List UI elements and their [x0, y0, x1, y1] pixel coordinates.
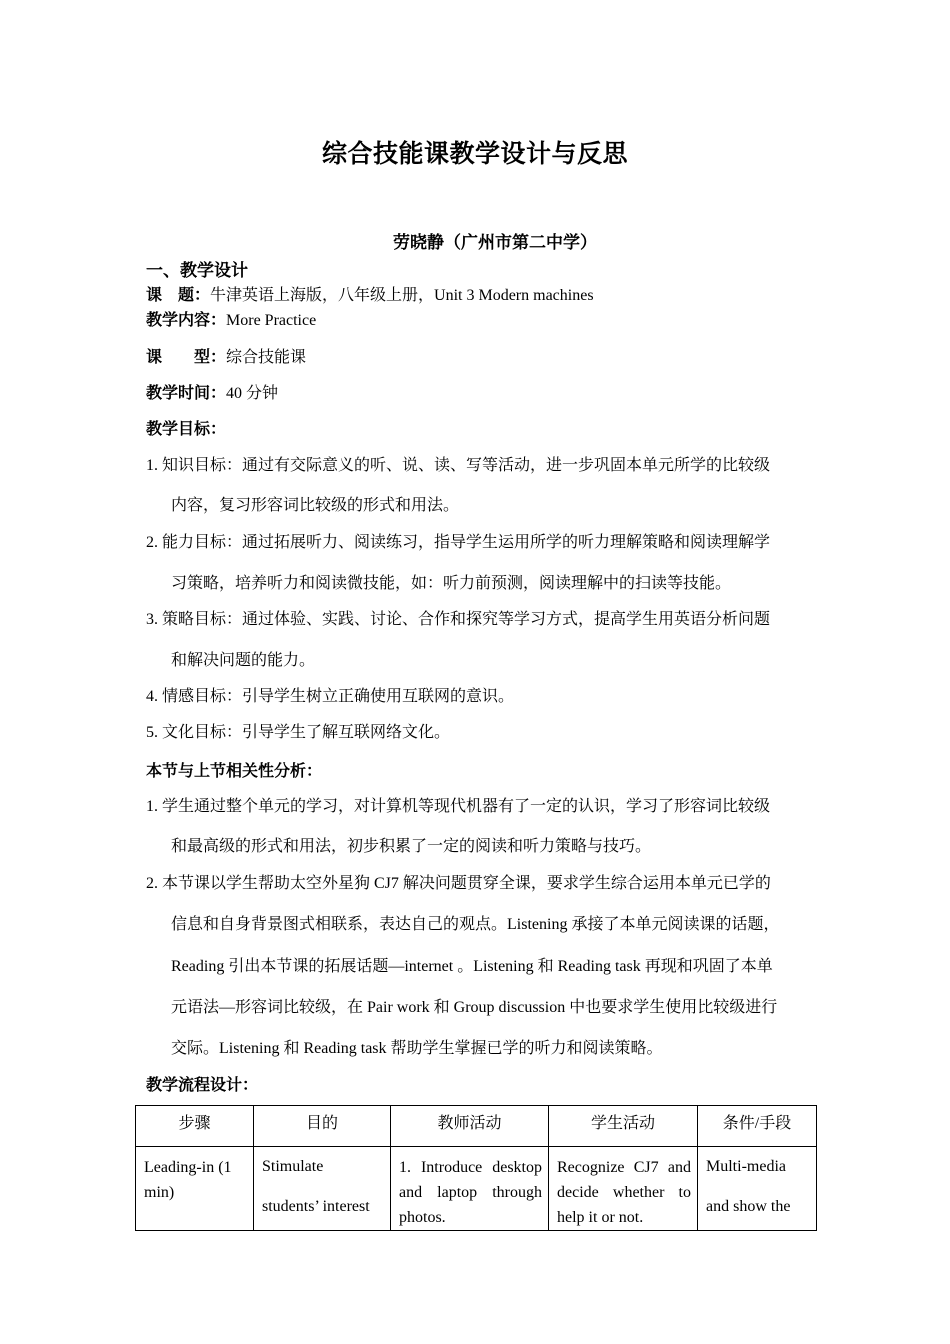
- analysis-2-line-1: 2. 本节课以学生帮助太空外星狗 CJ7 解决问题贯穿全课，要求学生综合运用本单元已学的: [146, 875, 771, 892]
- cell-student-activity: Recognize CJ7 and decide whether to help it or not.: [549, 1147, 698, 1231]
- analysis-1-line-1: 1. 学生通过整个单元的学习，对计算机等现代机器有了一定的认识，学习了形容词比较级: [146, 798, 771, 815]
- objective-4: 4. 情感目标：引导学生树立正确使用互联网的意识。: [146, 688, 515, 705]
- objective-1-line-1: 1. 知识目标：通过有交际意义的听、说、读、写等活动，进一步巩固本单元所学的比较级: [146, 457, 771, 474]
- analysis-1-line-2: 和最高级的形式和用法，初步积累了一定的阅读和听力策略与技巧。: [171, 838, 652, 855]
- topic-value: 牛津英语上海版，八年级上册，Unit 3 Modern machines: [210, 287, 594, 304]
- document-title: 综合技能课教学设计与反思: [321, 141, 628, 168]
- objectives-heading: 教学目标：: [146, 421, 227, 438]
- section-heading-design: 一、教学设计: [146, 261, 248, 280]
- author-line: 劳晓静（广州市第二中学）: [393, 233, 597, 252]
- objective-3-line-1: 3. 策略目标：通过体验、实践、讨论、合作和探究等学习方式，提高学生用英语分析问题: [146, 611, 771, 628]
- header-purpose: 目的: [254, 1106, 391, 1147]
- analysis-2-line-2: 信息和自身背景图式相联系，表达自己的观点。Listening 承接了本单元阅读课的话题，: [171, 916, 780, 933]
- type-value: 综合技能课: [226, 349, 307, 366]
- header-teacher-activity: 教师活动: [391, 1106, 549, 1147]
- cell-means: Multi-media and show the: [698, 1147, 817, 1231]
- topic-label: 课 题：: [146, 287, 211, 304]
- cell-step: Leading-in (1 min): [136, 1147, 254, 1231]
- content-label: 教学内容：: [146, 312, 227, 329]
- cell-purpose: Stimulate students’ interest: [254, 1147, 391, 1231]
- header-student-activity: 学生活动: [549, 1106, 698, 1147]
- time-line: [146, 380, 278, 403]
- table-row: [136, 1147, 817, 1231]
- header-means: 条件/手段: [698, 1106, 817, 1147]
- analysis-2-line-3: Reading 引出本节课的拓展话题—internet 。Listening 和 Reading task 再现和巩固了本单: [171, 958, 773, 975]
- analysis-2-line-5: 交际。Listening 和 Reading task 帮助学生掌握已学的听力和阅读策略。: [171, 1040, 663, 1057]
- flow-heading: 教学流程设计：: [146, 1077, 259, 1094]
- type-label: 课 型：: [146, 349, 227, 366]
- objective-2-line-1: 2. 能力目标：通过拓展听力、阅读练习，指导学生运用所学的听力理解策略和阅读理解学: [146, 534, 771, 551]
- type-line: [146, 344, 306, 367]
- objective-5: 5. 文化目标：引导学生了解互联网络文化。: [146, 724, 451, 741]
- analysis-2-line-4: 元语法—形容词比较级，在 Pair work 和 Group discussion 中也要求学生使用比较级进行: [171, 999, 778, 1016]
- objective-2-line-2: 习策略，培养听力和阅读微技能，如：听力前预测，阅读理解中的扫读等技能。: [171, 575, 732, 592]
- analysis-heading: 本节与上节相关性分析：: [146, 763, 323, 780]
- header-step: 步骤: [136, 1106, 254, 1147]
- objective-3-line-2: 和解决问题的能力。: [171, 652, 316, 669]
- time-label: 教学时间：: [146, 385, 227, 402]
- objective-1-line-2: 内容，复习形容词比较级的形式和用法。: [171, 497, 460, 514]
- time-value: 40 分钟: [226, 385, 279, 402]
- content-line: [146, 307, 316, 330]
- cell-teacher-activity: 1. Introduce desktop and laptop through photos.: [391, 1147, 549, 1231]
- topic-line: [146, 282, 594, 305]
- content-value: More Practice: [226, 312, 317, 329]
- teaching-flow-table: [135, 1105, 817, 1231]
- table-header-row: [136, 1106, 817, 1147]
